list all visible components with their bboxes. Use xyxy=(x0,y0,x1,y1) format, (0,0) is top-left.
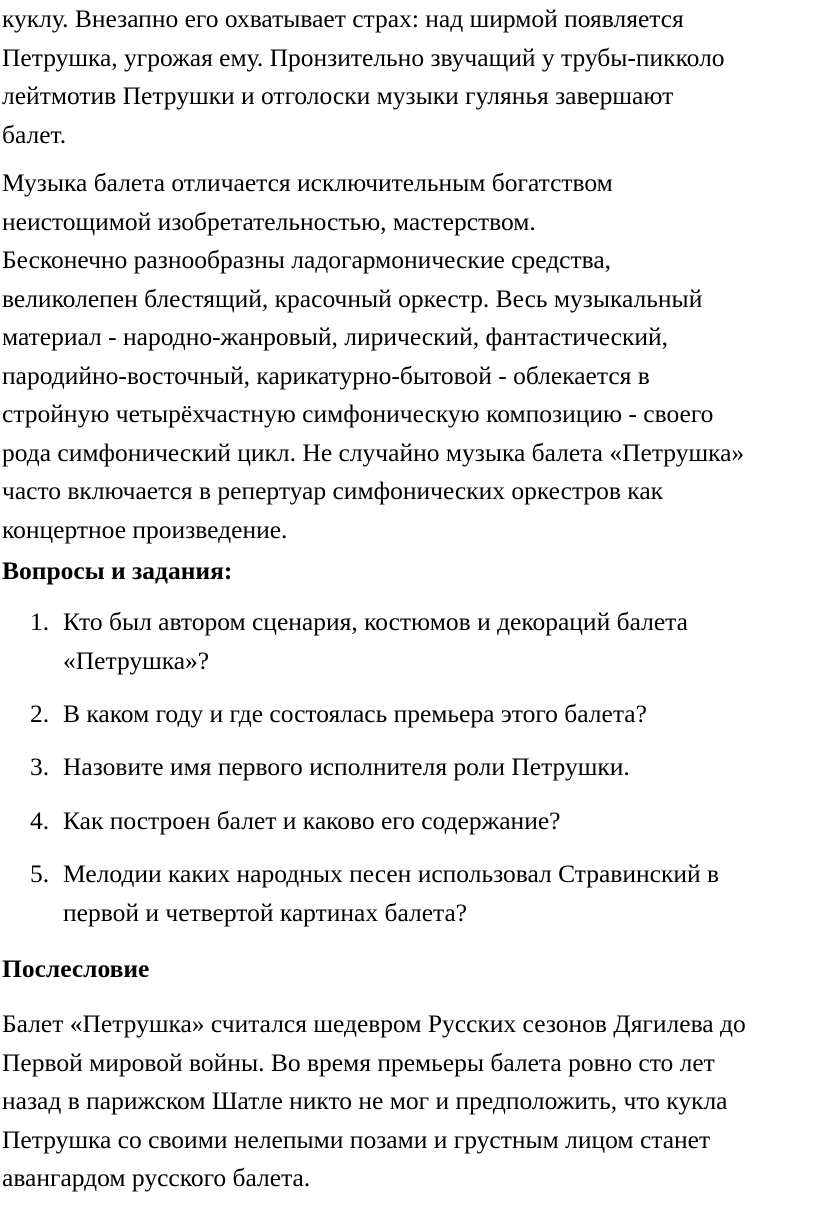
question-text xyxy=(63,855,719,932)
question-text xyxy=(63,603,688,680)
text-line: Музыка балета отличается исключительным богатством xyxy=(2,168,613,197)
text-line: назад в парижском Шатле никто не мог и предположить, что кукла xyxy=(2,1086,728,1115)
text-line: Кто был автором сценария, костюмов и декораций балета xyxy=(63,607,688,636)
text-line: куклу. Внезапно его охватывает страх: над ширмой появляется xyxy=(2,4,684,33)
text-line: Петрушка, угрожая ему. Пронзительно звучащий у трубы-пикколо xyxy=(2,42,725,72)
text-line: В каком году и где состоялась премьера этого балета? xyxy=(63,699,647,728)
text-line: первой и четвертой картинах балета? xyxy=(63,897,468,927)
afterword-paragraph xyxy=(2,1005,814,1198)
afterword-heading: Послесловие xyxy=(2,954,150,983)
intro-paragraph xyxy=(2,0,814,154)
text-line: балет. xyxy=(2,119,67,149)
text-line: концертное произведение. xyxy=(2,514,288,544)
question-text xyxy=(63,802,560,841)
question-number: 1. xyxy=(30,607,50,636)
text-line: пародийно-восточный, карикатурно-бытовой - облекается в xyxy=(2,360,650,390)
text-line: Как построен балет и каково его содержание? xyxy=(63,806,561,835)
text-line: рода симфонический цикл. Не случайно музыка балета «Петрушка» xyxy=(2,437,745,467)
text-line: неистощимой изобретательностью, мастерством. xyxy=(2,206,536,236)
text-line: Балет «Петрушка» считался шедевром Русских сезонов Дягилева до xyxy=(2,1009,746,1038)
text-line: авангардом русского балета. xyxy=(2,1163,311,1192)
text-line: Бесконечно разнообразны ладогармонические средства, xyxy=(2,245,612,274)
questions-heading: Вопросы и задания: xyxy=(2,556,233,585)
text-line: стройную четырёхчастную симфоническую композицию - своего xyxy=(2,399,714,428)
text-line: Петрушка со своими нелепыми позами и грустным лицом станет xyxy=(2,1124,711,1154)
text-line: Назовите имя первого исполнителя роли Петрушки. xyxy=(63,752,630,781)
text-line: материал - народно-жанровый, лирический, фантастический, xyxy=(2,322,669,351)
question-number: 3. xyxy=(30,752,50,781)
text-line: лейтмотив Петрушки и отголоски музыки гулянья завершают xyxy=(2,81,674,110)
question-number: 2. xyxy=(30,699,50,728)
text-line: «Петрушка»? xyxy=(63,645,210,675)
question-number: 4. xyxy=(30,806,50,835)
text-line: великолепен блестящий, красочный оркестр. Весь музыкальный xyxy=(2,283,703,313)
text-line: часто включается в репертуар симфонических оркестров как xyxy=(2,476,664,505)
question-text xyxy=(63,748,630,787)
text-line: Первой мировой войны. Во время премьеры балета ровно сто лет xyxy=(2,1047,715,1077)
music-paragraph xyxy=(2,164,814,549)
question-number: 5. xyxy=(30,859,50,888)
question-text xyxy=(63,695,647,734)
text-line: Мелодии каких народных песен использовал Стравинский в xyxy=(63,859,720,888)
